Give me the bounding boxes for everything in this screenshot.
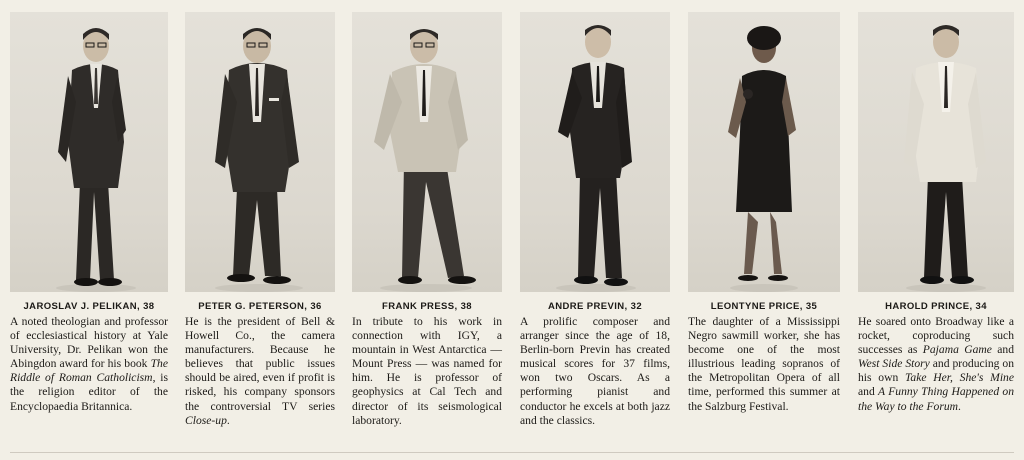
portrait-photo-prince — [858, 12, 1014, 292]
person-bio — [520, 315, 670, 428]
bio-text: and — [991, 343, 1014, 357]
bio-title-italic: Close-up — [185, 413, 227, 427]
person-bio — [688, 315, 840, 414]
person-name: HAROLD PRINCE, 34 — [885, 301, 987, 312]
bio-text: . — [958, 399, 961, 413]
bio-title-italic: Take Her, She's Mine — [905, 371, 1014, 385]
person-silhouette-icon — [688, 12, 840, 292]
person-name: JAROSLAV J. PELIKAN, 38 — [23, 301, 155, 312]
page-divider — [10, 452, 1014, 453]
portrait-photo-price — [688, 12, 840, 292]
bio-text: He soared onto Broadway like a rocket, coproducing such successes as — [858, 315, 1014, 357]
profile-card-peterson — [185, 12, 335, 428]
person-name: PETER G. PETERSON, 36 — [198, 301, 322, 312]
person-name: LEONTYNE PRICE, 35 — [710, 301, 818, 312]
person-silhouette-icon — [10, 12, 168, 292]
bio-text: and — [858, 385, 879, 399]
profile-card-prince — [858, 12, 1014, 414]
person-name: FRANK PRESS, 38 — [382, 301, 472, 312]
person-silhouette-icon — [520, 12, 670, 292]
bio-text: , is the religion editor of the Encyclopaedia Britannica. — [10, 371, 168, 413]
profile-card-previn — [520, 12, 670, 428]
profile-card-press — [352, 12, 502, 428]
person-bio — [185, 315, 335, 428]
person-silhouette-icon — [185, 12, 335, 292]
bio-text: In tribute to his work in connection with IGY, a mountain in West Antarctica — Mount Press — was named for him. He is professor of geophysics at Cal Tech and director of its seismological laboratory. — [352, 315, 502, 427]
person-bio — [352, 315, 502, 428]
person-silhouette-icon — [352, 12, 502, 292]
person-bio — [10, 315, 168, 414]
portrait-photo-press — [352, 12, 502, 292]
profile-card-price — [688, 12, 840, 414]
bio-text: and producing on his own — [858, 357, 1015, 385]
bio-text: A prolific composer and arranger since the age of 18, Berlin-born Previn has created musical scores for 37 films, won two Oscars. As a performing pianist and conductor he excels at both jazz and the classics. — [520, 315, 670, 427]
portrait-photo-peterson — [185, 12, 335, 292]
person-bio — [858, 315, 1014, 414]
bio-text: The daughter of a Mississippi Negro sawmill worker, she has become one of the most illustrious leading sopranos of the Metropolitan Opera of all time, performed this summer at the Salzburg Festival. — [688, 315, 840, 413]
bio-text: . — [226, 413, 230, 427]
bio-title-italic: A Funny Thing Happened on the Way to the Forum — [858, 385, 1015, 413]
profile-card-pelikan — [10, 12, 168, 414]
bio-title-italic: Pajama Game — [922, 343, 992, 357]
bio-text: He is the president of Bell & Howell Co., the camera manufacturers. Because he believes that public issues should be aired, even if profit is risked, his company sponsors the controversial TV series — [185, 315, 335, 413]
portrait-photo-previn — [520, 12, 670, 292]
person-name: ANDRE PREVIN, 32 — [547, 301, 643, 312]
bio-text: A noted theologian and professor of ecclesiastical history at Yale University, Dr. Pelikan won the Abingdon award for his book — [10, 315, 168, 371]
bio-title-italic: The Riddle of Roman Catholicism — [10, 357, 168, 385]
portrait-photo-pelikan — [10, 12, 168, 292]
person-silhouette-icon — [858, 12, 1014, 292]
bio-title-italic: West Side Story — [858, 357, 930, 371]
